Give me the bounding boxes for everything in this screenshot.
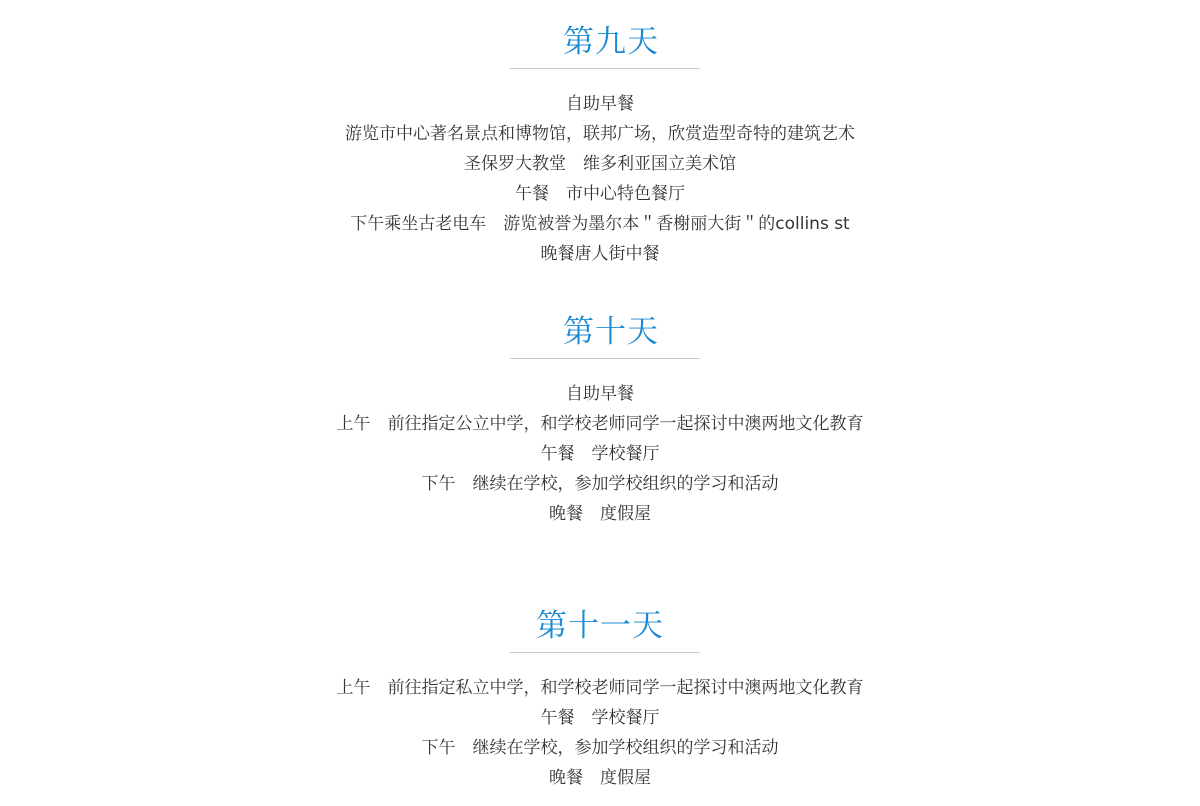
itinerary-line: 下午 继续在学校，参加学校组织的学习和活动 (421, 738, 779, 758)
itinerary-line: 晚餐 度假屋 (549, 504, 651, 524)
itinerary-line: 游览市中心著名景点和博物馆，联邦广场，欣赏造型奇特的建筑艺术 (345, 124, 855, 144)
itinerary-line: 晚餐 度假屋 (549, 768, 651, 788)
itinerary-line: 下午 继续在学校，参加学校组织的学习和活动 (421, 474, 779, 494)
itinerary-line: 晚餐唐人街中餐 (540, 244, 660, 264)
day-10-title-divider (510, 358, 700, 359)
day-10-section (0, 312, 1200, 529)
day-9-section (0, 22, 1200, 269)
day-9-title-divider (510, 68, 700, 69)
itinerary-line: 自助早餐 (566, 384, 634, 404)
day-10-title: 第十天 (563, 314, 659, 350)
itinerary-line: 午餐 学校餐厅 (540, 444, 660, 464)
day-11-section (0, 606, 1200, 793)
itinerary-line: 上午 前往指定私立中学，和学校老师同学一起探讨中澳两地文化教育 (336, 678, 864, 698)
day-11-itinerary (0, 673, 1200, 793)
day-9-title: 第九天 (563, 24, 659, 60)
day-11-title-divider (510, 652, 700, 653)
itinerary-line: 下午乘坐古老电车 游览被誉为墨尔本＂香榭丽大街＂的collins st (350, 214, 850, 234)
itinerary-line: 午餐 学校餐厅 (540, 708, 660, 728)
day-9-itinerary (0, 89, 1200, 269)
day-11-title: 第十一天 (536, 608, 664, 644)
itinerary-line: 自助早餐 (566, 94, 634, 114)
itinerary-line: 午餐 市中心特色餐厅 (515, 184, 685, 204)
itinerary-line: 圣保罗大教堂 维多利亚国立美术馆 (464, 154, 736, 174)
day-10-itinerary (0, 379, 1200, 529)
itinerary-line: 上午 前往指定公立中学，和学校老师同学一起探讨中澳两地文化教育 (336, 414, 864, 434)
